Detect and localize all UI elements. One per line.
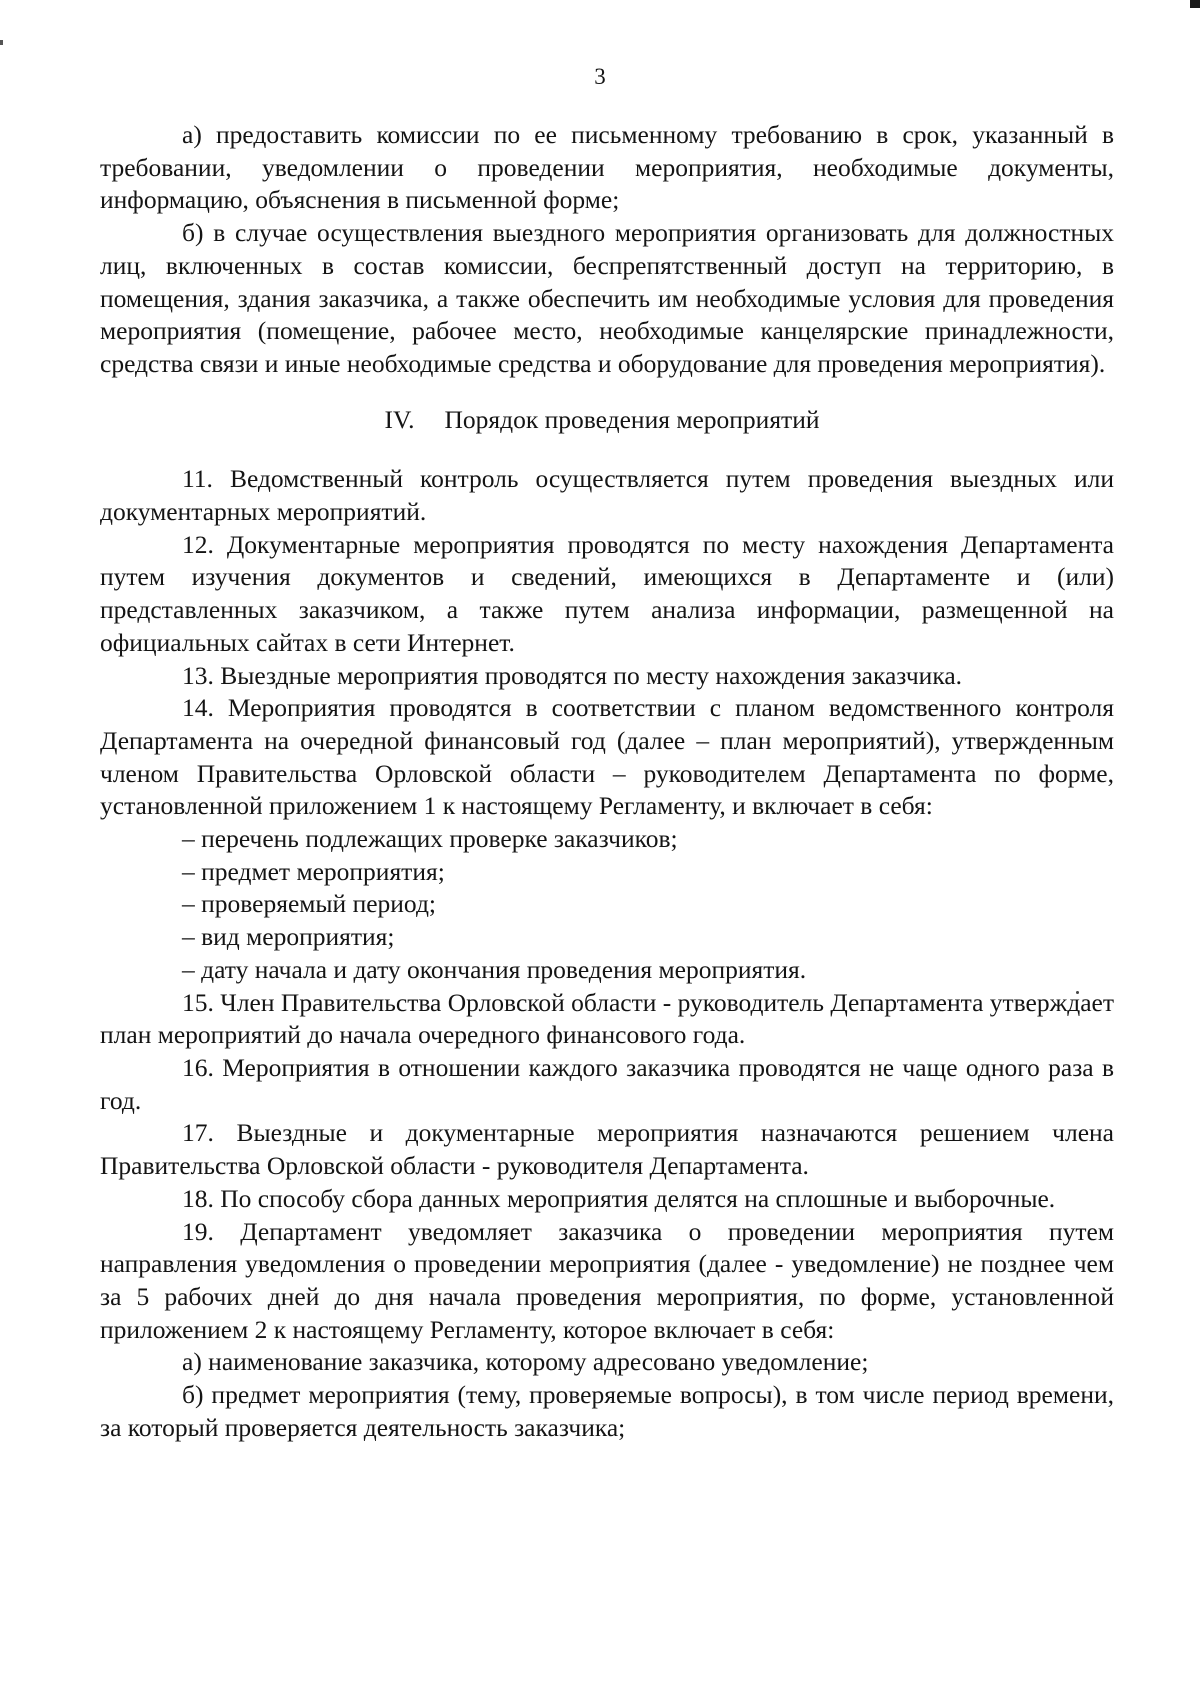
section-number: IV. xyxy=(384,404,415,434)
section-title: Порядок проведения мероприятий xyxy=(444,404,820,434)
paragraph: 18. По способу сбора данных мероприятия делятся на сплошные и выборочные. xyxy=(182,1183,1056,1213)
document-body xyxy=(100,119,1114,1444)
paragraph: б) в случае осуществления выездного мероприятия организовать для должностных лиц, включенных в состав комиссии, беспрепятственный доступ на территорию, в помещения, здания заказчика, а также обеспечить им необходимые условия для проведения мероприятия (помещение, рабочее место, необходимые канцелярские принадлежности, средства связи и иные необходимые средства и оборудование для проведения мероприятия). xyxy=(100,218,1114,378)
paragraph: 14. Мероприятия проводятся в соответствии с планом ведомственного контроля Департамента на очередной финансовый год (далее – план мероприятий), утвержденным членом Правительства Орловской области – руководителем Департамента по форме, установленной приложением 1 к настоящему Регламенту, и включает в себя: xyxy=(100,693,1114,821)
scan-artifact xyxy=(1190,0,1200,8)
scan-artifact xyxy=(0,40,3,45)
list-item: – дату начала и дату окончания проведения мероприятия. xyxy=(182,954,807,984)
paragraph: 11. Ведомственный контроль осуществляется путем проведения выездных или документарных мероприятий. xyxy=(100,464,1114,527)
list-item: – вид мероприятия; xyxy=(182,922,395,952)
paragraph: 12. Документарные мероприятия проводятся по месту нахождения Департамента путем изучения документов и сведений, имеющихся в Департаменте и (или) представленных заказчиком, а также путем анализа информации, размещенной на официальных сайтах в сети Интернет. xyxy=(100,529,1114,657)
list-item: – проверяемый период; xyxy=(182,889,437,919)
list-item: – предмет мероприятия; xyxy=(182,856,445,886)
section-heading xyxy=(100,404,1114,437)
list-item: а) наименование заказчика, которому адресовано уведомление; xyxy=(182,1347,869,1377)
paragraph: 17. Выездные и документарные мероприятия назначаются решением члена Правительства Орловской области - руководителя Департамента. xyxy=(100,1118,1114,1181)
paragraph: 16. Мероприятия в отношении каждого заказчика проводятся не чаще одного раза в год. xyxy=(100,1052,1114,1115)
list-item: б) предмет мероприятия (тему, проверяемые вопросы), в том числе период времени, за который проверяется деятельность заказчика; xyxy=(100,1380,1114,1442)
paragraph: 13. Выездные мероприятия проводятся по месту нахождения заказчика. xyxy=(182,660,963,690)
paragraph: а) предоставить комиссии по ее письменному требованию в срок, указанный в требовании, уведомлении о проведении мероприятия, необходимые документы, информацию, объяснения в письменной форме; xyxy=(100,120,1114,215)
paragraph: 19. Департамент уведомляет заказчика о проведении мероприятия путем направления уведомления о проведении мероприятия (далее - уведомление) не позднее чем за 5 рабочих дней до дня начала проведения мероприятия, по форме, установленной приложением 2 к настоящему Регламенту, которое включает в себя: xyxy=(100,1216,1114,1344)
list-item: – перечень подлежащих проверке заказчиков; xyxy=(182,824,678,854)
paragraph: 15. Член Правительства Орловской области - руководитель Департамента утверждает план мероприятий до начала очередного финансового года. xyxy=(100,987,1114,1050)
page-number: 3 xyxy=(594,64,606,89)
